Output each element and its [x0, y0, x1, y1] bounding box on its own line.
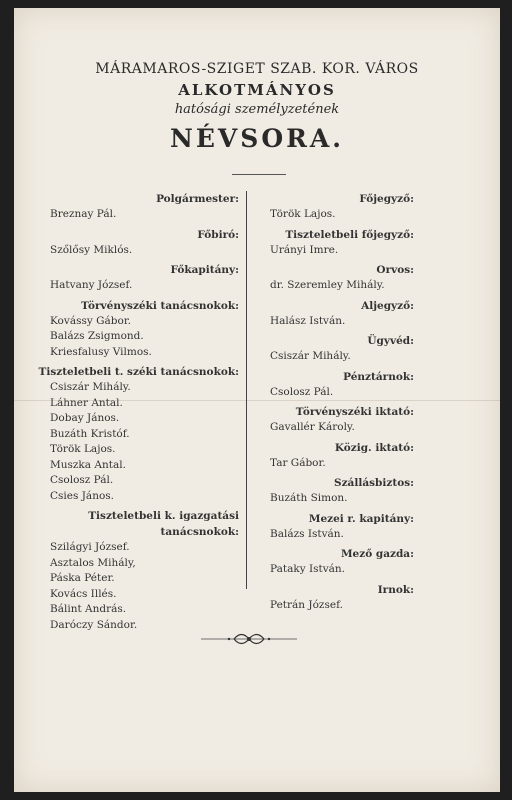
person-name: Hatvany József.	[50, 279, 133, 291]
person-name: Gavallér Károly.	[270, 421, 355, 433]
right-column	[264, 191, 414, 613]
person-name: Kovács Illés.	[50, 587, 117, 600]
role-title: Pénztárnok:	[343, 370, 414, 383]
ornament-flourish	[199, 631, 299, 647]
header-roster-title: NÉVSORA.	[169, 124, 344, 153]
person-name: Balázs István.	[270, 527, 344, 540]
role-title: Mezei r. kapitány:	[308, 512, 414, 525]
role-title: Mező gazda:	[340, 548, 414, 560]
person-name: Török Lajos.	[50, 443, 116, 455]
person-name: Pataky István.	[270, 563, 346, 575]
person-name: Csolosz Pál.	[50, 474, 114, 486]
header-constitutional-line: ALKOTMÁNYOS	[178, 81, 336, 99]
person-name: dr. Szeremley Mihály.	[270, 279, 385, 291]
header-city-line: MÁRAMAROS-SZIGET SZAB. KOR. VÁROS	[95, 61, 419, 77]
title-rule	[232, 174, 286, 175]
role-title: Főkapitány:	[170, 264, 239, 276]
person-name: Daróczy Sándor.	[50, 618, 138, 631]
person-name: Breznay Pál.	[50, 208, 117, 220]
person-name: Asztalos Mihály,	[50, 556, 136, 569]
person-name: Csiszár Mihály.	[270, 350, 351, 362]
document-sheet	[14, 8, 500, 792]
person-name: Dobay János.	[50, 412, 120, 424]
person-name: Szilágyi József.	[50, 541, 130, 553]
role-title: Ügyvéd:	[367, 335, 414, 347]
person-name: Láhner Antal.	[50, 396, 123, 409]
person-name: Balázs Zsigmond.	[50, 330, 144, 342]
document-header	[14, 60, 500, 155]
role-title: Főbiró:	[197, 228, 239, 241]
person-name: Urányi Imre.	[270, 243, 339, 256]
person-name: Halász István.	[270, 314, 346, 327]
role-title: Irnok:	[377, 583, 414, 596]
role-title: Tiszteletbeli t. széki tanácsnokok:	[38, 366, 239, 378]
person-name: Petrán József.	[270, 598, 343, 611]
person-name: Csolosz Pál.	[270, 385, 334, 398]
person-name: Tar Gábor.	[270, 456, 326, 469]
role-title: Orvos:	[376, 264, 414, 276]
role-title: Tiszteletbeli k. igazgatási tanácsnokok:	[88, 510, 239, 538]
person-name: Páska Péter.	[50, 572, 115, 584]
role-title: Polgármester:	[156, 193, 239, 205]
person-name: Szőlősy Miklós.	[50, 243, 133, 256]
header-staff-line: hatósági személyzetének	[174, 102, 340, 117]
left-column	[34, 191, 239, 633]
role-title: Aljegyző:	[361, 299, 414, 312]
person-name: Bálint András.	[50, 603, 127, 615]
person-name: Kriesfalusy Vilmos.	[50, 345, 152, 358]
person-name: Buzáth Simon.	[270, 492, 348, 504]
role-title: Főjegyző:	[359, 193, 414, 205]
role-title: Törvényszéki tanácsnokok:	[80, 299, 239, 312]
role-title: Szállásbiztos:	[334, 477, 414, 489]
role-title: Törvényszéki iktató:	[295, 406, 414, 418]
person-name: Török Lajos.	[270, 208, 336, 220]
column-divider	[246, 191, 247, 589]
person-name: Kovássy Gábor.	[50, 314, 132, 327]
role-title: Közig. iktató:	[334, 441, 414, 454]
person-name: Csiszár Mihály.	[50, 381, 131, 393]
person-name: Muszka Antal.	[50, 458, 126, 471]
role-title: Tiszteletbeli főjegyző:	[285, 228, 414, 241]
person-name: Buzáth Kristóf.	[50, 427, 130, 440]
person-name: Csies János.	[50, 489, 114, 502]
